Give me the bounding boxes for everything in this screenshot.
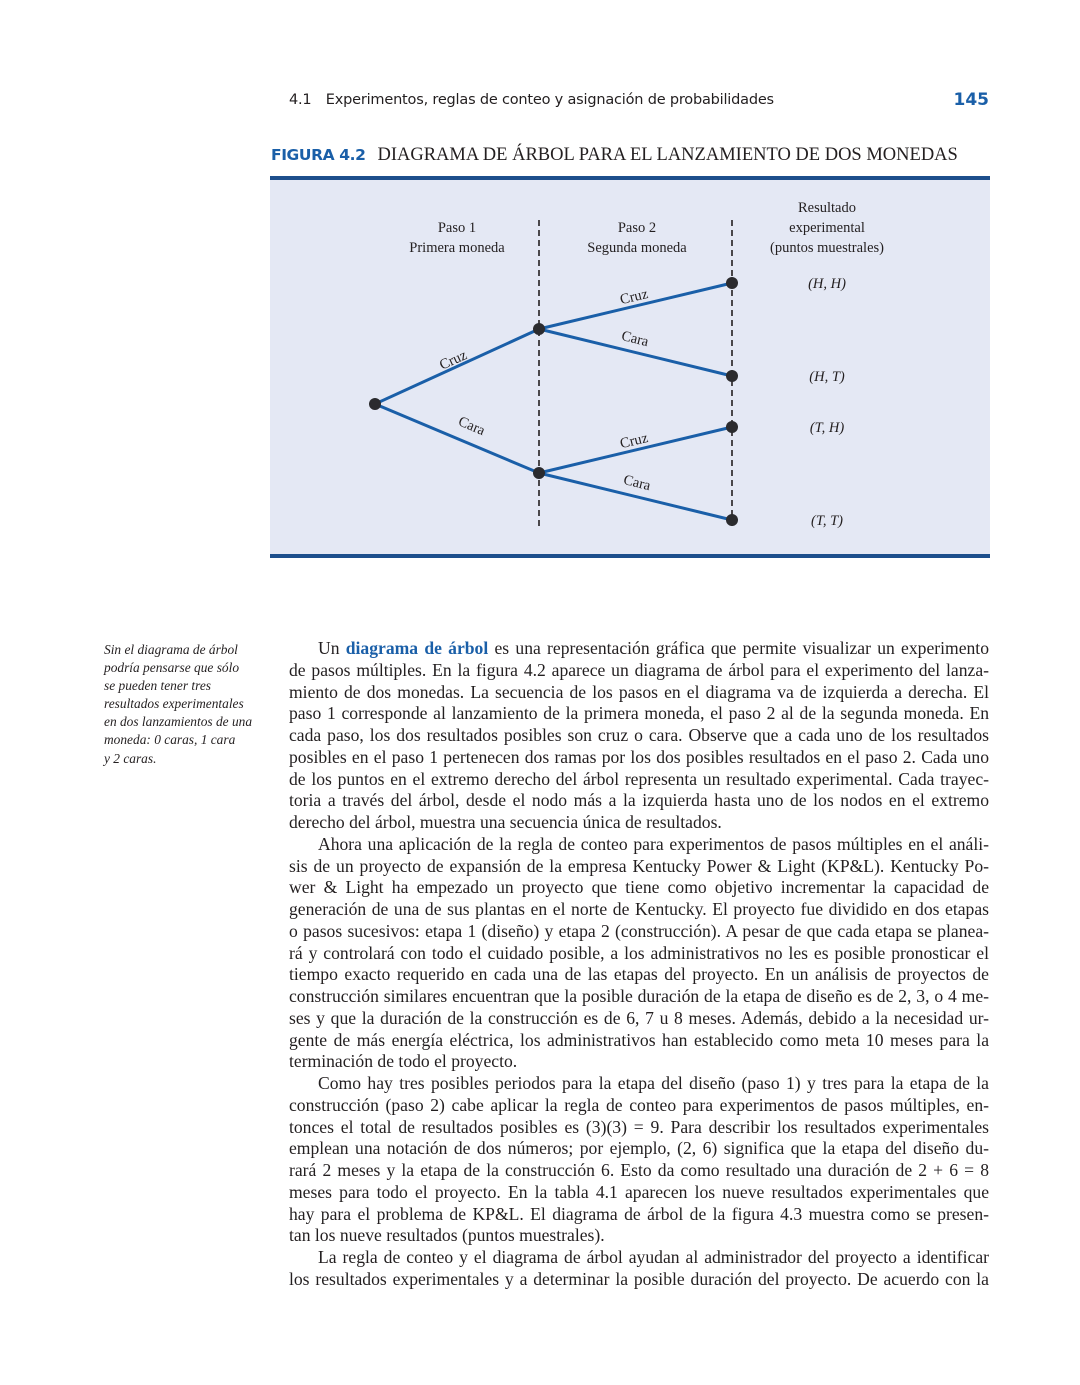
step2-label: Paso 2 — [617, 220, 657, 236]
paragraph-line: rará 2 meses y la etapa de la construcción 6. Esto da como resultado una duración de 2 + 6 = 8 — [289, 1160, 989, 1180]
page-number: 145 — [953, 90, 989, 110]
paragraph-line: cada paso, los dos resultados posibles son cruz o cara. Observe que a cada uno de los resultados — [289, 725, 989, 745]
result-header-3: (puntos muestrales) — [770, 240, 884, 256]
tree-diagram — [0, 0, 1080, 600]
step2-sublabel: Segunda moneda — [587, 240, 687, 256]
result-header-1: Resultado — [798, 200, 856, 216]
leaf-node — [726, 277, 738, 289]
outcome-label: (T, H) — [809, 420, 845, 436]
outcome-label: (T, T) — [811, 513, 843, 529]
result-header-2: experimental — [789, 220, 865, 236]
branch-label: Cara — [455, 413, 488, 440]
branch-label: Cruz — [618, 286, 650, 309]
paragraph-line: paso 1 corresponde al lanzamiento de la primera moneda, el paso 2 al de la segunda moneda. En — [289, 703, 989, 724]
branches — [375, 283, 732, 520]
text-run: es una representación gráfica que permite visualizar un experimento — [488, 638, 989, 658]
key-term: diagrama de árbol — [345, 638, 489, 658]
leaf-node — [726, 421, 738, 433]
figure-title: DIAGRAMA DE ÁRBOL PARA EL LANZAMIENTO DE DOS MONEDAS — [377, 145, 958, 165]
paragraph-line: meses para todo el proyecto. En la tabla 4.1 aparecen los nueve resultados experimentales que — [289, 1181, 989, 1202]
paragraph-line: tan los nueve resultados (puntos muestrales). — [289, 1225, 605, 1246]
paragraph-line: toria a través del árbol, desde el nodo más a la izquierda hasta uno de los nodos en el extremo — [289, 790, 989, 811]
paragraph-1 — [289, 660, 989, 834]
paragraph-line: de pasos múltiples. En la figura 4.2 aparece un diagrama de árbol para el experimento del lanza- — [289, 659, 989, 680]
section-title: 4.1 Experimentos, reglas de conteo y asignación de probabilidades — [289, 92, 774, 108]
paragraph-line: emplean una notación de dos números; por ejemplo, (2, 6) significa que la etapa del diseño du- — [289, 1138, 989, 1159]
leaf-node — [726, 514, 738, 526]
paragraph-line: La regla de conteo y el diagrama de árbol ayudan al administrador del proyecto a identificar — [318, 1247, 989, 1267]
paragraph-line: construcción similares encuentran que la posible duración de la etapa de diseño es de 2, 3, o 4 me- — [289, 986, 989, 1006]
paragraph-line: wer & Light ha empezado un proyecto que tiene como objetivo incrementar la capacidad de — [289, 877, 989, 898]
step1-node-upper — [533, 323, 545, 335]
paragraph-line: tonces el total de resultados posibles es (3)(3) = 9. Para describir los resultados experimentales — [289, 1116, 989, 1137]
leaf-node — [726, 370, 738, 382]
outcome-label: (H, T) — [809, 369, 845, 385]
paragraph-line: posibles en el paso 1 pertenecen dos ramas por los dos posibles resultados en el paso 2. Cada uno — [289, 746, 989, 767]
margin-note-line: resultados experimentales — [104, 696, 244, 712]
margin-note — [104, 641, 274, 768]
paragraph-line: de los puntos en el extremo derecho del árbol representa un resultado experimental. Cada trayec- — [289, 768, 989, 789]
paragraph-line: terminación de todo el proyecto. — [289, 1051, 518, 1072]
paragraph-line: miento de dos monedas. La secuencia de los pasos en el diagrama va de izquierda a derecha. El — [289, 681, 989, 702]
outcome-label: (H, H) — [808, 276, 846, 292]
paragraph-line: sis de un proyecto de expansión de la empresa Kentucky Power & Light (KP&L). Kentucky Po- — [289, 855, 989, 876]
branch-label: Cara — [619, 328, 651, 351]
paragraph-line: rá y controlará con todo el cuidado posible, a los administrativos no les es posible pronosticar el — [289, 942, 989, 963]
paragraph-line: construcción (paso 2) cabe aplicar la regla de conteo para experimentos de pasos múltiples, en- — [289, 1094, 989, 1115]
margin-note-line: Sin el diagrama de árbol — [104, 642, 238, 657]
paragraph-line: derecho del árbol, muestra una secuencia única de resultados. — [289, 812, 722, 832]
paragraph-line: hay para el problema de KP&L. El diagrama de árbol de la figura 4.3 muestra como se presen- — [289, 1203, 989, 1224]
margin-note-line: se pueden tener tres — [104, 678, 211, 694]
paragraph-line: generación de una de sus plantas en el norte de Kentucky. El proyecto fue dividido en dos etapas — [289, 899, 989, 919]
paragraph-line: Como hay tres posibles periodos para la etapa del diseño (paso 1) y tres para la etapa de la — [318, 1073, 989, 1093]
paragraph-line — [289, 638, 989, 660]
paragraph-line: Ahora una aplicación de la regla de conteo para experimentos de pasos múltiples en el análi- — [318, 833, 989, 854]
figure-label: FIGURA 4.2 — [271, 146, 366, 164]
step1-node-lower — [533, 467, 545, 479]
paragraph-3 — [289, 1073, 989, 1247]
paragraph-line: tiempo exacto requerido en cada una de las etapas del proyecto. En un análisis de proyectos de — [289, 964, 989, 985]
branch-label: Cruz — [437, 347, 470, 374]
step1-sublabel: Primera moneda — [409, 240, 505, 256]
branch-label: Cara — [621, 472, 653, 495]
margin-note-line: podría pensarse que sólo — [104, 660, 240, 676]
paragraph-line: ses y que la duración de la construcción es de 6, 7 u 8 meses. Además, debido a la necesidad ur- — [289, 1007, 989, 1028]
root-node — [369, 398, 381, 410]
branch-s1-lower — [375, 404, 539, 473]
margin-note-line: en dos lanzamientos de una — [104, 714, 253, 730]
margin-note-line: y 2 caras. — [104, 750, 157, 766]
step1-label: Paso 1 — [437, 220, 477, 236]
body-text — [289, 638, 989, 1291]
paragraph-line: gente de más energía eléctrica, los administrativos han establecido como meta 10 meses para la — [289, 1029, 989, 1050]
paragraph-line: o pasos sucesivos: etapa 1 (diseño) y etapa 2 (construcción). A pesar de que cada etapa se planea- — [289, 920, 989, 941]
paragraph-4 — [289, 1247, 989, 1291]
paragraph-line: los resultados experimentales y a determinar la posible duración del proyecto. De acuerdo con la — [289, 1268, 989, 1289]
paragraph-2 — [289, 834, 989, 1073]
margin-note-line: moneda: 0 caras, 1 cara — [104, 732, 236, 748]
branch-label: Cruz — [618, 430, 650, 453]
text-run: Un — [318, 638, 346, 658]
